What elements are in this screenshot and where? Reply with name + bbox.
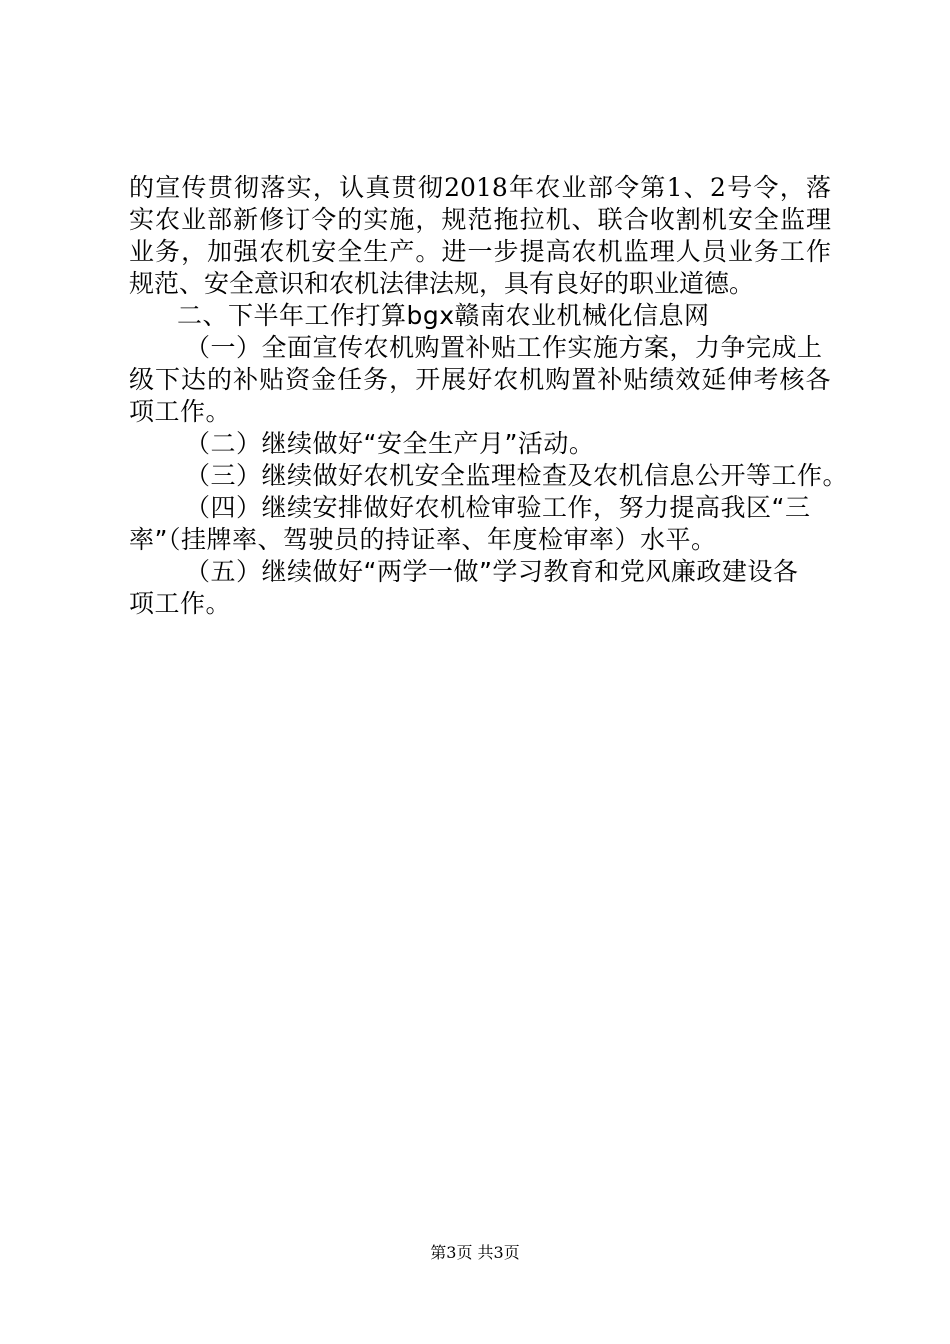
paragraph-line-4: 规范、安全意识和农机法律法规，具有良好的职业道德。 [129, 269, 755, 298]
document-body [129, 172, 849, 620]
item-5-line-1: （五）继续做好“两学一做”学习教育和党风廉政建设各 [185, 557, 799, 586]
item-3: （三）继续做好农机安全监理检查及农机信息公开等工作。 [185, 461, 849, 490]
section-heading: 二、下半年工作打算bgx赣南农业机械化信息网 [177, 301, 710, 330]
paragraph-line-1: 的宣传贯彻落实，认真贯彻2018年农业部令第1、2号令，落 [129, 173, 831, 202]
item-1-line-3: 项工作。 [129, 397, 232, 426]
paragraph-line-2: 实农业部新修订令的实施，规范拖拉机、联合收割机安全监理 [129, 205, 831, 234]
item-4-line-1: （四）继续安排做好农机检审验工作，努力提高我区“三 [185, 493, 811, 522]
item-2: （二）继续做好“安全生产月”活动。 [185, 429, 595, 458]
item-1-line-2: 级下达的补贴资金任务，开展好农机购置补贴绩效延伸考核各 [129, 365, 831, 394]
paragraph-line-3: 业务，加强农机安全生产。进一步提高农机监理人员业务工作 [129, 237, 831, 266]
page-footer: 第3页 共3页 [430, 1243, 520, 1262]
item-1-line-1: （一）全面宣传农机购置补贴工作实施方案，力争完成上 [185, 333, 823, 362]
item-4-line-2: 率”（挂牌率、驾驶员的持证率、年度检审率）水平。 [129, 525, 717, 554]
item-5-line-2: 项工作。 [129, 589, 232, 618]
